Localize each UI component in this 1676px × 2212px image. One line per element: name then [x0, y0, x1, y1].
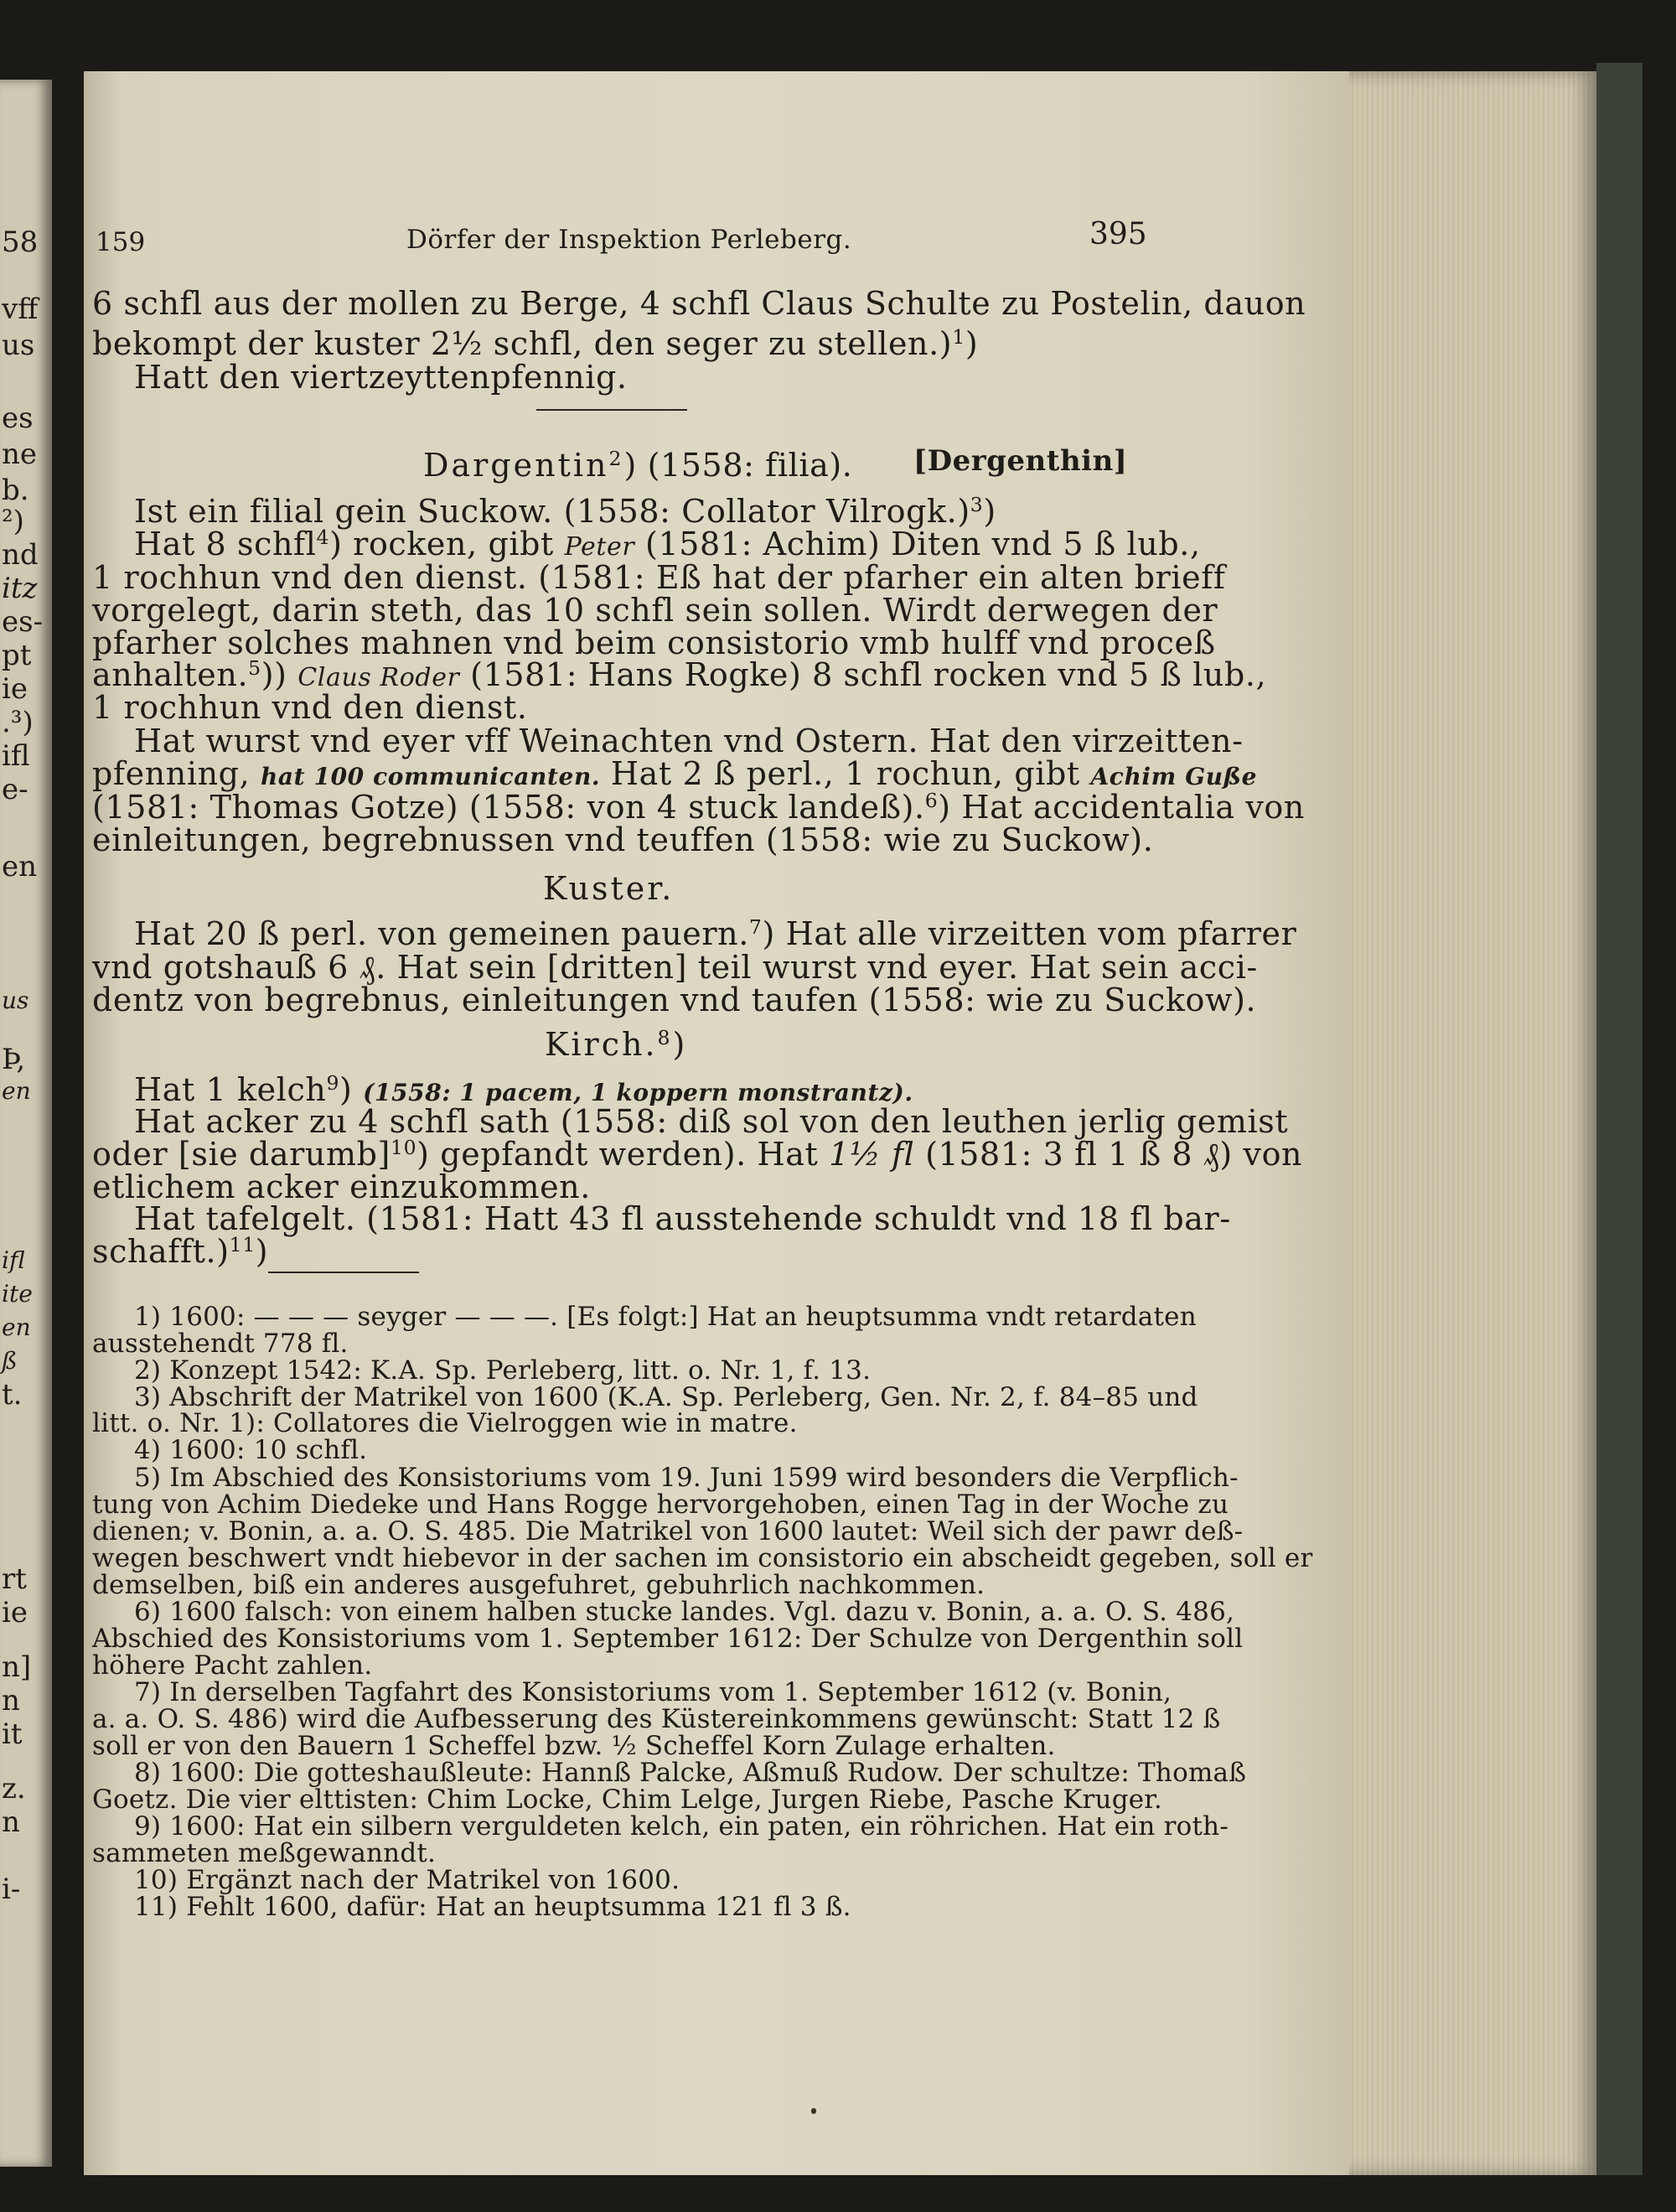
text-line: vnd gotshauß 6 ₰. Hat sein [dritten] teil wurst vnd eyer. Hat sein acci-: [92, 949, 1258, 986]
margin-fragment: n: [2, 1805, 20, 1839]
ink-speck: [811, 2108, 816, 2114]
footnote-line: sammeten meßgewanndt.: [92, 1838, 437, 1868]
header-left-number: 159: [96, 227, 146, 257]
footnote-line: 6) 1600 falsch: von einem halben stucke landes. Vgl. dazu v. Bonin, a. a. O. S. 486,: [134, 1597, 1235, 1627]
margin-fragment: ite: [2, 1280, 33, 1308]
section-divider: [536, 409, 687, 411]
footnote-line: wegen beschwert vndt hiebevor in der sachen im consistorio ein abscheidt gegeben, soll er: [92, 1543, 1313, 1573]
footnote-line: litt. o. Nr. 1): Collatores die Vielroggen wie in matre.: [92, 1408, 798, 1438]
text-line: vorgelegt, darin steth, das 10 schfl sein sollen. Wirdt derwegen der: [92, 592, 1218, 629]
footnote-line: 8) 1600: Die gotteshaußleute: Hannß Palcke, Aßmuß Rudow. Der schultze: Thomaß: [134, 1758, 1247, 1788]
text-line: pfarher solches mahnen vnd beim consistorio vmb hulff vnd proceß: [92, 624, 1216, 661]
section-heading-kirch: Kirch.$^8$): [545, 1026, 688, 1063]
text-line: oder [sie darumb]$^{10}$) gepfandt werden). Hat 1½ fl (1581: 3 fl 1 ß 8 ₰) von: [92, 1136, 1303, 1173]
margin-fragment: 58: [2, 225, 39, 259]
margin-fragment: n]: [2, 1650, 32, 1684]
footnote-line: 3) Abschrift der Matrikel von 1600 (K.A. Sp. Perleberg, Gen. Nr. 2, f. 84–85 und: [134, 1382, 1198, 1412]
footnote-line: a. a. O. S. 486) wird die Aufbesserung des Küstereinkommens gewünscht: Statt 12 ß: [92, 1704, 1221, 1734]
footnote-line: soll er von den Bauern 1 Scheffel bzw. ½ Scheffel Korn Zulage erhalten.: [92, 1731, 1056, 1761]
footnote-line: 2) Konzept 1542: K.A. Sp. Perleberg, litt. o. Nr. 1, f. 13.: [134, 1355, 872, 1386]
section-heading-kuster: Kuster.: [543, 870, 675, 907]
footnote-line: 4) 1600: 10 schfl.: [134, 1435, 368, 1465]
page-number: 395: [1089, 217, 1147, 251]
footnote-line: 5) Im Abschied des Konsistoriums vom 19. Juni 1599 wird besonders die Verpflich-: [134, 1463, 1239, 1493]
text-line: anhalten.$^5$)) Claus Roder (1581: Hans Rogke) 8 schfl rocken vnd 5 ß lub.,: [92, 656, 1267, 693]
footnote-line: Abschied des Konsistoriums vom 1. September 1612: Der Schulze von Dergenthin soll: [92, 1624, 1244, 1654]
text-line: (1581: Thomas Gotze) (1558: von 4 stuck landeß).$^6$) Hat accidentalia von: [92, 789, 1305, 826]
margin-fragment: i-: [2, 1873, 21, 1906]
text-line: Hat wurst vnd eyer vff Weinachten vnd Ostern. Hat den virzeitten-: [134, 723, 1244, 759]
margin-fragment: ²): [2, 505, 24, 538]
margin-fragment: us: [2, 987, 29, 1014]
margin-fragment: Þ,: [2, 1043, 26, 1076]
footnote-line: tung von Achim Diedeke und Hans Rogge hervorgehoben, einen Tag in der Woche zu: [92, 1489, 1229, 1520]
margin-fragment: nd: [2, 538, 39, 572]
text-line: 6 schfl aus der mollen zu Berge, 4 schfl Claus Schulte zu Postelin, dauon: [92, 285, 1306, 322]
running-title: Dörfer der Inspektion Perleberg.: [406, 225, 852, 255]
text-line: 1 rochhun vnd den dienst.: [92, 689, 528, 726]
margin-fragment: .³): [2, 706, 34, 739]
footnote-line: dienen; v. Bonin, a. a. O. S. 485. Die Matrikel von 1600 lautet: Weil sich der pawr deß-: [92, 1516, 1244, 1546]
footnote-line: 10) Ergänzt nach der Matrikel von 1600.: [134, 1865, 680, 1895]
margin-fragment: ifl: [2, 739, 30, 773]
margin-fragment: ß: [2, 1347, 18, 1375]
text-line: Hat 1 kelch$^9$) (1558: 1 pacem, 1 koppern monstrantz).: [134, 1071, 913, 1108]
margin-fragment: it: [2, 1717, 23, 1751]
page-block-edges: [1349, 71, 1601, 2175]
margin-fragment: ne: [2, 438, 38, 471]
text-line: Hat 20 ß perl. von gemeinen pauern.$^7$) Hat alle virzeitten vom pfarrer: [134, 915, 1297, 952]
section-heading-dargentin: Dargentin$^2$) (1558: filia).: [423, 447, 853, 484]
text-line: bekompt der kuster 2½ schfl, den seger zu stellen.)$^1$): [92, 325, 979, 362]
margin-fragment: en: [2, 1313, 31, 1341]
footnote-line: demselben, biß ein anderes ausgefuhret, gebuhrlich nachkommen.: [92, 1570, 985, 1600]
margin-fragment: n: [2, 1684, 20, 1717]
footnote-line: höhere Pacht zahlen.: [92, 1650, 373, 1681]
footnote-line: 1) 1600: — — — seyger — — —. [Es folgt:] Hat an heuptsumma vndt retardaten: [134, 1302, 1197, 1332]
margin-fragment: rt: [2, 1562, 27, 1596]
footnote-line: ausstehendt 778 fl.: [92, 1329, 349, 1359]
margin-fragment: en: [2, 850, 38, 883]
margin-fragment: us: [2, 329, 35, 362]
footnote-line: 9) 1600: Hat ein silbern verguldeten kelch, ein paten, ein röhrichen. Hat ein roth-: [134, 1811, 1229, 1842]
text-line: Hat tafelgelt. (1581: Hatt 43 fl ausstehende schuldt vnd 18 fl bar-: [134, 1200, 1231, 1237]
margin-fragment: b.: [2, 474, 29, 507]
text-line: Hatt den viertzeyttenpfennig.: [134, 359, 628, 396]
footnote-line: 7) In derselben Tagfahrt des Konsistoriums vom 1. September 1612 (v. Bonin,: [134, 1677, 1172, 1707]
margin-fragment: en: [2, 1077, 31, 1105]
place-name-bracket: [Dergenthin]: [913, 444, 1128, 478]
margin-fragment: e-: [2, 773, 28, 806]
text-line: Hat 8 schfl$^4$) rocken, gibt Peter (1581: Achim) Diten vnd 5 ß lub.,: [134, 526, 1201, 562]
margin-fragment: t.: [2, 1378, 23, 1412]
left-page-margin: [0, 80, 52, 2167]
text-line: 1 rochhun vnd den dienst. (1581: Eß hat der pfarher ein alten brieff: [92, 559, 1226, 596]
footnote-line: 11) Fehlt 1600, dafür: Hat an heuptsumma 121 fl 3 ß.: [134, 1892, 851, 1922]
margin-fragment: es-: [2, 605, 44, 639]
text-line: etlichem acker einzukommen.: [92, 1168, 591, 1205]
margin-fragment: z.: [2, 1772, 26, 1805]
text-line: pfenning, hat 100 communicanten. Hat 2 ß perl., 1 rochun, gibt Achim Guße: [92, 755, 1257, 792]
text-line: schafft.)$^{11}$): [92, 1233, 269, 1270]
text-line: Ist ein filial gein Suckow. (1558: Collator Vilrogk.)$^3$): [134, 493, 996, 530]
margin-fragment: es: [2, 401, 34, 435]
footnote-line: Goetz. Die vier elttisten: Chim Locke, Chim Lelge, Jurgen Riebe, Pasche Kruger.: [92, 1785, 1162, 1815]
text-line: Hat acker zu 4 schfl sath (1558: diß sol von den leuthen jerlig gemist: [134, 1103, 1289, 1140]
margin-fragment: ifl: [2, 1246, 25, 1274]
margin-fragment: vff: [2, 293, 39, 326]
text-line: dentz von begrebnus, einleitungen vnd taufen (1558: wie zu Suckow).: [92, 982, 1257, 1018]
margin-fragment: ie: [2, 1596, 28, 1629]
margin-fragment: itz: [2, 572, 38, 605]
book-cover-edge: [1596, 63, 1642, 2175]
footnote-divider: [268, 1272, 419, 1273]
margin-fragment: pt: [2, 639, 32, 672]
text-line: einleitungen, begrebnussen vnd teuffen (1558: wie zu Suckow).: [92, 821, 1154, 858]
margin-fragment: ie: [2, 672, 28, 706]
